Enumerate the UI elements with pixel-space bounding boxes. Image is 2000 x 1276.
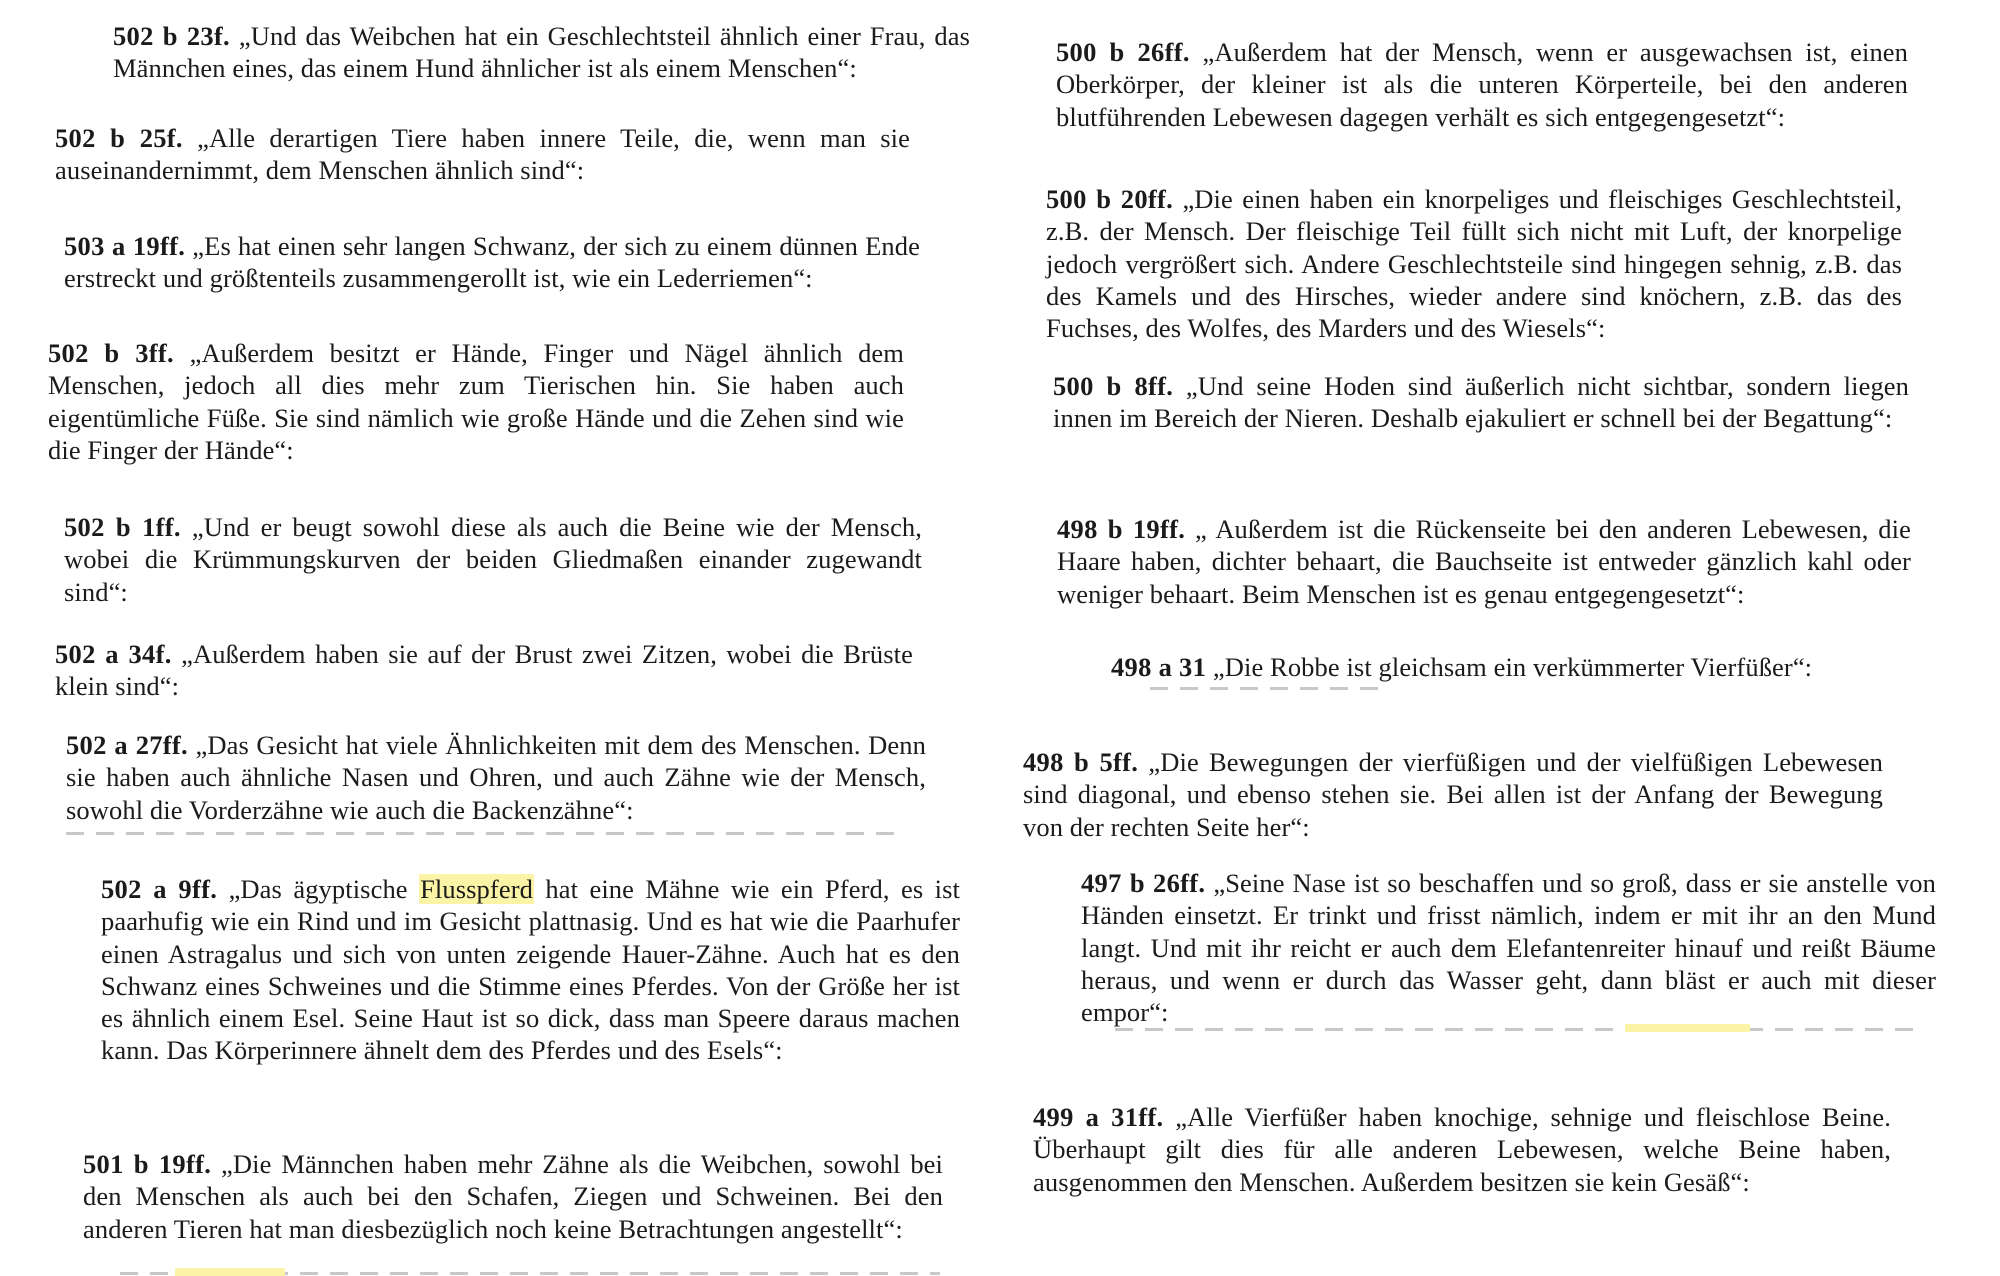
- citation-ref: 500 b 26ff.: [1056, 37, 1190, 67]
- excerpt-502b25: [55, 122, 910, 187]
- excerpt-502a34: [55, 638, 913, 703]
- excerpt-paragraph: [55, 122, 910, 187]
- excerpt-paragraph: [1023, 746, 1883, 843]
- excerpt-paragraph: [1081, 867, 1936, 1028]
- excerpt-text: „Außerdem hat der Mensch, wenn er ausgewachsen ist, einen Oberkörper, der kleiner ist als die unteren Körperteile, bei den anderen blutführenden Lebewesen dagegen verhält es sich entgegengesetzt“:: [1056, 37, 1909, 132]
- excerpt-502a9: [101, 873, 960, 1067]
- excerpt-paragraph: [83, 1148, 943, 1245]
- excerpt-paragraph: [66, 729, 926, 826]
- excerpt-502b23: [113, 20, 970, 85]
- excerpt-text: „Und das Weibchen hat ein Geschlechtsteil ähnlich einer Frau, das Männchen eines, das einem Hund ähnlicher ist als einem Menschen“:: [113, 21, 970, 84]
- excerpt-498b19: [1057, 513, 1911, 610]
- cutoff-line: [1150, 683, 1390, 691]
- excerpt-paragraph: [55, 638, 913, 703]
- citation-ref: 500 b 20ff.: [1046, 184, 1174, 214]
- excerpt-501b19: [83, 1148, 943, 1245]
- citation-ref: 498 b 19ff.: [1057, 514, 1186, 544]
- citation-ref: 498 a 31: [1111, 652, 1207, 682]
- citation-ref: 502 b 1ff.: [64, 512, 181, 542]
- excerpt-500b26: [1056, 36, 1908, 133]
- excerpt-text: „Das Gesicht hat viele Ähnlichkeiten mit dem des Menschen. Denn sie haben auch ähnliche Nasen und Ohren, und auch Zähne wie der Mensch, sowohl die Vorderzähne wie auch die Backenzähne“:: [66, 730, 926, 825]
- citation-ref: 502 a 27ff.: [66, 730, 188, 760]
- excerpt-497b26: [1081, 867, 1936, 1028]
- excerpt-text: „Seine Nase ist so beschaffen und so groß, dass er sie anstelle von Händen einsetzt. Er trinkt und frisst nämlich, indem er mit ihr an den Mund langt. Und mit ihr reicht er auch dem Elefantenreiter hinauf und reißt Bäume heraus, und wenn er durch das Wasser geht, dann bläst er auch mit dieser empor“:: [1081, 868, 1936, 1028]
- excerpt-500b20: [1046, 183, 1902, 344]
- excerpt-text: „Außerdem besitzt er Hände, Finger und Nägel ähnlich dem Menschen, jedoch all dies mehr zum Tierischen hin. Sie haben auch eigentümliche Füße. Sie sind nämlich wie große Hände und die Zehen sind wie die Finger der Hände“:: [48, 338, 905, 465]
- excerpt-499a31: [1033, 1101, 1891, 1198]
- excerpt-text: „Und seine Hoden sind äußerlich nicht sichtbar, sondern liegen innen im Bereich der Nieren. Deshalb ejakuliert er schnell bei der Begattung“:: [1053, 371, 1910, 434]
- excerpt-paragraph: [1057, 513, 1911, 610]
- citation-ref: 502 a 9ff.: [101, 874, 218, 904]
- excerpt-502b3: [48, 337, 904, 466]
- excerpt-498b5: [1023, 746, 1883, 843]
- citation-ref: 497 b 26ff.: [1081, 868, 1206, 898]
- citation-ref: 503 a 19ff.: [64, 231, 186, 261]
- citation-ref: 502 b 23f.: [113, 21, 230, 51]
- excerpt-paragraph: [64, 511, 922, 608]
- citation-ref: 502 b 3ff.: [48, 338, 174, 368]
- excerpt-text: „ Außerdem ist die Rückenseite bei den anderen Lebewesen, die Haare haben, dichter behaart, die Bauchseite ist entweder gänzlich kahl oder weniger behaart. Beim Menschen ist es genau entgegengesetzt“:: [1057, 514, 1911, 609]
- citation-ref: 498 b 5ff.: [1023, 747, 1139, 777]
- excerpt-paragraph: [1053, 370, 1909, 435]
- search-highlight: Flusspferd: [420, 874, 533, 904]
- excerpt-text: „Alle derartigen Tiere haben innere Teile, die, wenn man sie auseinandernimmt, dem Menschen ähnlich sind“:: [55, 123, 910, 186]
- cutoff-line: [66, 828, 896, 836]
- excerpt-text: „Die Männchen haben mehr Zähne als die Weibchen, sowohl bei den Menschen als auch bei den Schafen, Ziegen und Schweinen. Bei den anderen Tieren hat man diesbezüglich noch keine Betrachtungen angestellt“:: [83, 1149, 943, 1244]
- excerpt-paragraph: [1046, 183, 1902, 344]
- excerpt-paragraph: [113, 20, 970, 85]
- excerpt-text: „Die einen haben ein knorpeliges und fleischiges Geschlechtsteil, z.B. der Mensch. Der fleischige Teil füllt sich nicht mit Luft, der knorpelige jedoch vergrößert sich. Andere Geschlechtsteile sind hingegen sehnig, z.B. das des Kamels und des Hirsches, wieder andere sind knöchern, z.B. das des Fuchses, des Wolfes, des Marders und des Wiesels“:: [1046, 184, 1902, 344]
- cutoff-line: [1115, 1024, 1915, 1032]
- excerpt-paragraph: [1056, 36, 1908, 133]
- excerpt-503a19: [64, 230, 920, 295]
- excerpt-500b8: [1053, 370, 1909, 435]
- excerpt-text: „Alle Vierfüßer haben knochige, sehnige und fleischlose Beine. Überhaupt gilt dies für alle anderen Lebewesen, welche Beine haben, ausgenommen den Menschen. Außerdem besitzen sie kein Gesäß“:: [1033, 1102, 1891, 1197]
- excerpt-text: „Es hat einen sehr langen Schwanz, der sich zu einem dünnen Ende erstreckt und größtenteils zusammengerollt ist, wie ein Lederriemen“:: [64, 231, 920, 294]
- citation-ref: 502 a 34f.: [55, 639, 172, 669]
- excerpt-paragraph: [1033, 1101, 1891, 1198]
- cutoff-line: [120, 1268, 940, 1276]
- excerpt-text: „Die Robbe ist gleichsam ein verkümmerter Vierfüßer“:: [1212, 652, 1813, 682]
- excerpt-paragraph: [1111, 651, 1961, 683]
- excerpt-paragraph: [101, 873, 960, 1067]
- excerpt-498a31: [1111, 651, 1961, 683]
- excerpt-text: „Und er beugt sowohl diese als auch die Beine wie der Mensch, wobei die Krümmungskurven der beiden Gliedmaßen einander zugewandt sind“:: [64, 512, 923, 607]
- citation-ref: 500 b 8ff.: [1053, 371, 1174, 401]
- excerpt-text: „Die Bewegungen der vierfüßigen und der vielfüßigen Lebewesen sind diagonal, und ebenso stehen sie. Bei allen ist der Anfang der Bewegung von der rechten Seite her“:: [1023, 747, 1883, 842]
- excerpt-text-post: hat eine Mähne wie ein Pferd, es ist paarhufig wie ein Rind und im Gesicht plattnasig. Und es hat wie die Paarhufer einen Astragalus und sich von unten zeigende Hauer-Zähne. Auch hat es den Schwanz eines Schweines und die Stimme eines Pferdes. Von der Größe her ist es ähnlich einem Esel. Seine Haut ist so dick, dass man Speere daraus machen kann. Das Körperinnere ähnelt dem des Pferdes und des Esels“:: [101, 874, 960, 1066]
- excerpt-text-pre: „Das ägyptische: [228, 874, 420, 904]
- excerpt-502a27: [66, 729, 926, 826]
- excerpt-paragraph: [64, 230, 920, 295]
- citation-ref: 502 b 25f.: [55, 123, 183, 153]
- excerpt-text: „Außerdem haben sie auf der Brust zwei Zitzen, wobei die Brüste klein sind“:: [55, 639, 913, 702]
- excerpt-paragraph: [48, 337, 904, 466]
- citation-ref: 499 a 31ff.: [1033, 1102, 1164, 1132]
- excerpt-502b1: [64, 511, 922, 608]
- citation-ref: 501 b 19ff.: [83, 1149, 212, 1179]
